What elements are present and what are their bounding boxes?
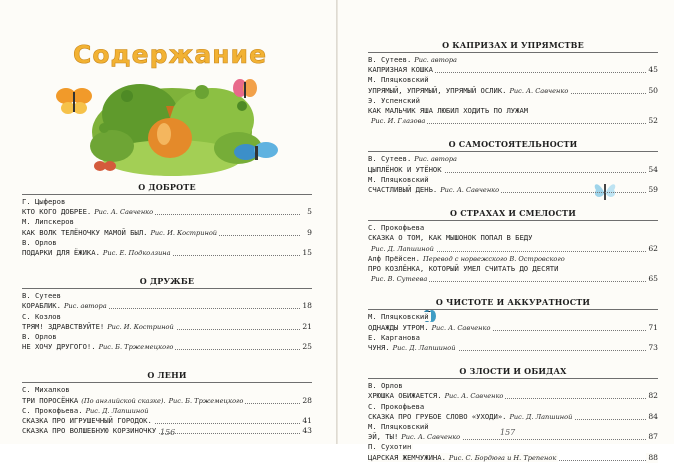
story-title: НЕ ХОЧУ ДРУГОГО!. bbox=[22, 342, 96, 352]
contents-entry[interactable] bbox=[368, 323, 658, 333]
page-number-right: 157 bbox=[500, 428, 516, 437]
author-line bbox=[22, 406, 312, 416]
author-line bbox=[22, 291, 312, 301]
story-title: ТРЯМ! ЗДРАВСТВУЙТЕ! bbox=[22, 321, 105, 331]
entry-text bbox=[368, 274, 429, 283]
page-number: 41 bbox=[302, 416, 312, 425]
story-title: УПРЯМЫЙ, УПРЯМЫЙ, УПРЯМЫЙ ОСЛИК. bbox=[368, 85, 507, 95]
contents-entry[interactable] bbox=[368, 86, 658, 96]
section-heading: О ДРУЖБЕ bbox=[139, 276, 195, 287]
illustrator-credit: Рис. И. Глазова bbox=[371, 117, 426, 126]
entry-text bbox=[22, 197, 67, 206]
entry-text bbox=[22, 416, 154, 425]
butterfly-pink-icon bbox=[233, 79, 257, 98]
page-number: 50 bbox=[648, 85, 658, 95]
entry-text bbox=[368, 312, 431, 321]
page-number: 43 bbox=[302, 426, 312, 436]
section-rule bbox=[368, 220, 658, 221]
contents-entry[interactable] bbox=[22, 248, 312, 258]
contents-entry bbox=[368, 233, 658, 243]
page-number: 62 bbox=[648, 243, 658, 253]
book-gutter bbox=[336, 0, 338, 444]
page-number: 15 bbox=[302, 248, 312, 257]
contents-entry bbox=[368, 264, 658, 274]
story-title: СКАЗКА ПРО ГРУБОЕ СЛОВО «УХОДИ». bbox=[368, 411, 507, 421]
illustrator-line[interactable] bbox=[368, 244, 658, 254]
entry-text bbox=[22, 291, 63, 300]
entry-text bbox=[368, 453, 558, 462]
entry-text bbox=[368, 175, 431, 184]
foliage-blob bbox=[90, 130, 134, 162]
story-title: СКАЗКА ПРО ВОЛШЕБНУЮ КОРЗИНОЧКУ bbox=[22, 426, 157, 436]
entry-text bbox=[368, 96, 422, 105]
contents-heading: Содержание bbox=[72, 40, 268, 69]
story-title: КАК ВОЛК ТЕЛЁНОЧКУ МАМОЙ БЫЛ. bbox=[22, 227, 148, 237]
author-name: М. Липскеров bbox=[22, 217, 74, 227]
entry-text bbox=[22, 342, 175, 351]
contents-entry[interactable] bbox=[22, 342, 312, 352]
illustrator-credit: Рис. И. Костриной bbox=[107, 322, 174, 331]
entry-text bbox=[22, 332, 59, 341]
section-heading: О ДОБРОТЕ bbox=[138, 182, 196, 192]
author-line bbox=[368, 402, 658, 412]
illustrator-credit: Рис. С. Бордюга и Н. Трепенок bbox=[448, 453, 557, 462]
entry-text bbox=[22, 385, 72, 394]
page-number: 84 bbox=[648, 411, 658, 421]
entry-note: Перевод с норвежского В. Островского bbox=[422, 254, 565, 263]
entry-text bbox=[368, 323, 492, 332]
entry-text bbox=[368, 254, 567, 263]
illustrator-credit: Рис. Д. Лапшиной bbox=[85, 406, 149, 415]
author-line bbox=[22, 332, 312, 342]
entry-text bbox=[368, 233, 534, 242]
author-line bbox=[368, 96, 658, 106]
entry-text bbox=[22, 301, 109, 310]
author-name: Г. Цыферов bbox=[22, 197, 66, 206]
entry-text bbox=[368, 65, 435, 74]
leaf-dot bbox=[99, 123, 109, 133]
illustrator-credit: Рис. автора bbox=[414, 155, 457, 164]
entry-text bbox=[368, 106, 530, 115]
entry-text bbox=[368, 223, 426, 232]
entry-text bbox=[22, 312, 63, 321]
author-line bbox=[22, 197, 312, 207]
page-number: 52 bbox=[648, 116, 658, 126]
entry-text bbox=[22, 406, 150, 415]
entry-text bbox=[22, 322, 176, 331]
contents-entry[interactable] bbox=[368, 343, 658, 353]
section-heading: О САМОСТОЯТЕЛЬНОСТИ bbox=[448, 139, 578, 150]
illustrator-line[interactable] bbox=[368, 116, 658, 126]
author-line bbox=[368, 381, 658, 391]
page-number: 54 bbox=[648, 164, 658, 174]
section-heading: О СТРАХАХ И СМЕЛОСТИ bbox=[450, 208, 576, 219]
contents-entry[interactable] bbox=[22, 228, 312, 238]
entry-text bbox=[368, 165, 444, 174]
illustrator-credit: Рис. автора bbox=[63, 302, 107, 311]
entry-text bbox=[22, 426, 158, 435]
illustrator-credit: Рис. В. Сутеева bbox=[371, 275, 428, 284]
contents-entry[interactable] bbox=[22, 301, 312, 311]
author-name: В. Сутеев bbox=[22, 291, 61, 301]
entry-text bbox=[368, 402, 426, 411]
author-name: В. Сутеев. bbox=[368, 154, 412, 164]
author-line bbox=[368, 333, 658, 343]
illustrator-credit: Рис. Б. Тржемецкого bbox=[168, 396, 244, 405]
illustrator-line[interactable] bbox=[368, 274, 658, 284]
contents-entry[interactable] bbox=[368, 165, 658, 175]
story-title: КТО КОГО ДОБРЕЕ. bbox=[22, 207, 92, 217]
illustrator-credit: Рис. Б. Тржемецкого bbox=[98, 343, 174, 352]
story-title: ОДНАЖДЫ УТРОМ. bbox=[368, 322, 429, 332]
section-heading: О ЗЛОСТИ И ОБИДАХ bbox=[459, 366, 567, 377]
page-number: 9 bbox=[307, 227, 312, 237]
entry-text bbox=[368, 185, 501, 194]
story-title: ТРИ ПОРОСЁНКА bbox=[22, 395, 79, 405]
section-rule bbox=[368, 309, 658, 310]
author-name: С. Прокофьева bbox=[368, 401, 425, 411]
contents-entry[interactable] bbox=[368, 391, 658, 401]
story-title: СЧАСТЛИВЫЙ ДЕНЬ. bbox=[368, 185, 438, 194]
contents-entry[interactable] bbox=[22, 207, 312, 217]
author-name: С. Прокофьева. bbox=[22, 405, 83, 415]
entry-note: (По английской сказке). bbox=[81, 396, 166, 405]
contents-entry[interactable] bbox=[368, 412, 658, 422]
story-title: КАПРИЗНАЯ КОШКА bbox=[368, 65, 433, 75]
illustrator-credit: Рис. А. Савченко bbox=[401, 433, 461, 442]
author-name: В. Орлов bbox=[368, 381, 403, 391]
entry-text bbox=[368, 432, 462, 441]
contents-entry[interactable] bbox=[368, 185, 658, 195]
entry-text bbox=[368, 244, 436, 253]
illustrator-credit: Рис. А. Савченко bbox=[509, 86, 569, 95]
contents-entry[interactable] bbox=[368, 65, 658, 75]
author-line bbox=[22, 385, 312, 395]
author-name: В. Орлов bbox=[22, 332, 57, 341]
author-name: С. Михалков bbox=[22, 385, 70, 395]
author-line bbox=[22, 238, 312, 248]
story-title: ХРЮШКА ОБИЖАЕТСЯ. bbox=[368, 391, 442, 401]
story-title: ПОДАРКИ ДЛЯ ЁЖИКА. bbox=[22, 248, 100, 257]
story-title: КАК МАЛЬЧИК ЯША ЛЮБИЛ ХОДИТЬ ПО ЛУЖАМ bbox=[368, 106, 529, 115]
page-number: 87 bbox=[648, 432, 658, 442]
section-heading: О ЛЕНИ bbox=[147, 370, 187, 381]
entry-text bbox=[368, 55, 459, 64]
contents-entry[interactable] bbox=[22, 416, 312, 426]
author-name: Э. Успенский bbox=[368, 95, 420, 105]
author-line bbox=[22, 217, 312, 227]
butterfly-orange-icon bbox=[56, 88, 92, 114]
illustrator-credit: Рис. Д. Лапшиной bbox=[509, 412, 573, 421]
story-title: ЭЙ, ТЫ! bbox=[368, 432, 399, 442]
entry-text bbox=[368, 343, 458, 352]
entry-text bbox=[368, 412, 574, 421]
section-rule bbox=[22, 194, 312, 195]
story-title: ЦАРСКАЯ ЖЕМЧУЖИНА. bbox=[368, 452, 446, 462]
author-name: С. Козлов bbox=[22, 311, 61, 321]
entry-text bbox=[22, 396, 245, 405]
entry-text bbox=[368, 422, 431, 431]
illustrator-credit: Рис. Е. Подколзина bbox=[102, 249, 171, 257]
author-name: М. Пляцковский bbox=[368, 174, 429, 184]
contents-entry bbox=[368, 106, 658, 116]
page-number: 82 bbox=[648, 391, 658, 401]
page-number: 71 bbox=[648, 322, 658, 332]
entry-text bbox=[22, 238, 59, 247]
page-number: 59 bbox=[648, 185, 658, 194]
story-title: КОРАБЛИК. bbox=[22, 301, 61, 311]
story-title: ЧУНЯ. bbox=[368, 343, 390, 352]
illustrator-credit: Рис. Д. Лапшиной bbox=[392, 344, 456, 352]
author-name: М. Пляцковский bbox=[368, 312, 429, 322]
author-name: М. Пляцковский bbox=[368, 75, 429, 85]
entry-text bbox=[368, 381, 405, 390]
contents-entry[interactable] bbox=[368, 453, 658, 463]
section-rule bbox=[368, 151, 658, 152]
illustrator-credit: Рис. Д. Лапшиной bbox=[371, 244, 434, 253]
illustrator-credit: Рис. автора bbox=[414, 56, 457, 64]
author-line bbox=[368, 254, 658, 264]
section-heading: О КАПРИЗАХ И УПРЯМСТВЕ bbox=[442, 40, 584, 50]
author-line bbox=[368, 55, 658, 65]
entry-text bbox=[368, 154, 459, 163]
entry-text bbox=[368, 75, 431, 84]
page-number: 18 bbox=[302, 301, 312, 311]
illustrator-credit: Рис. А. Савченко bbox=[94, 208, 154, 217]
leaf-dot bbox=[121, 90, 133, 102]
page-number: 88 bbox=[648, 452, 658, 462]
page-number: 28 bbox=[302, 395, 312, 405]
author-name: В. Орлов bbox=[22, 237, 57, 247]
author-line bbox=[368, 75, 658, 85]
section-rule bbox=[368, 52, 658, 53]
section-rule bbox=[22, 288, 312, 289]
author-line bbox=[368, 175, 658, 185]
entry-text bbox=[22, 217, 76, 226]
author-line bbox=[368, 154, 658, 164]
story-title: СКАЗКА ПРО ИГРУШЕЧНЫЙ ГОРОДОК. bbox=[22, 416, 152, 425]
leaf-dot bbox=[237, 101, 247, 111]
section-rule bbox=[22, 382, 312, 383]
author-name: В. Сутеев. bbox=[368, 55, 412, 64]
entry-text bbox=[22, 228, 219, 237]
leaf-dot bbox=[195, 85, 209, 99]
entry-text bbox=[22, 248, 173, 257]
author-name: С. Прокофьева bbox=[368, 223, 425, 233]
page-number: 65 bbox=[648, 274, 658, 284]
illustrator-credit: Рис. А. Савченко bbox=[431, 323, 491, 332]
story-title: СКАЗКА О ТОМ, КАК МЫШОНОК ПОПАЛ В БЕДУ bbox=[368, 233, 533, 243]
page-number: 25 bbox=[302, 342, 312, 352]
section-rule bbox=[368, 378, 658, 379]
page-number: 45 bbox=[648, 65, 658, 75]
page-number: 73 bbox=[648, 343, 658, 352]
page-number: 21 bbox=[302, 321, 312, 331]
story-title: ПРО КОЗЛЁНКА, КОТОРЫЙ УМЕЛ СЧИТАТЬ ДО ДЕСЯТИ bbox=[368, 264, 559, 273]
author-name: Алф Прёйсен. bbox=[368, 253, 420, 263]
entry-text bbox=[368, 391, 505, 400]
entry-text bbox=[368, 86, 570, 95]
page-number: 5 bbox=[307, 207, 312, 217]
author-line bbox=[368, 312, 658, 322]
entry-text bbox=[368, 264, 560, 273]
author-name: Е. Карганова bbox=[368, 332, 420, 342]
entry-text bbox=[368, 333, 422, 342]
entry-text bbox=[368, 116, 427, 125]
author-line bbox=[368, 223, 658, 233]
illustrator-credit: Рис. И. Костриной bbox=[150, 228, 218, 237]
author-line bbox=[22, 312, 312, 322]
illustrator-credit: Рис. А. Савченко bbox=[444, 392, 504, 401]
illustrator-credit: Рис. А. Савченко bbox=[440, 186, 500, 194]
contents-entry[interactable] bbox=[22, 396, 312, 406]
onion-butterflies-illustration bbox=[52, 66, 292, 182]
page-number-left: 156 bbox=[160, 428, 176, 437]
entry-text bbox=[22, 207, 155, 216]
section-heading: О ЧИСТОТЕ И АККУРАТНОСТИ bbox=[435, 297, 591, 308]
author-name: М. Пляцковский bbox=[368, 422, 429, 431]
story-title: ЦЫПЛЁНОК И УТЁНОК bbox=[368, 164, 442, 174]
contents-entry[interactable] bbox=[22, 322, 312, 332]
author-name: П. Сухотин bbox=[368, 442, 412, 452]
